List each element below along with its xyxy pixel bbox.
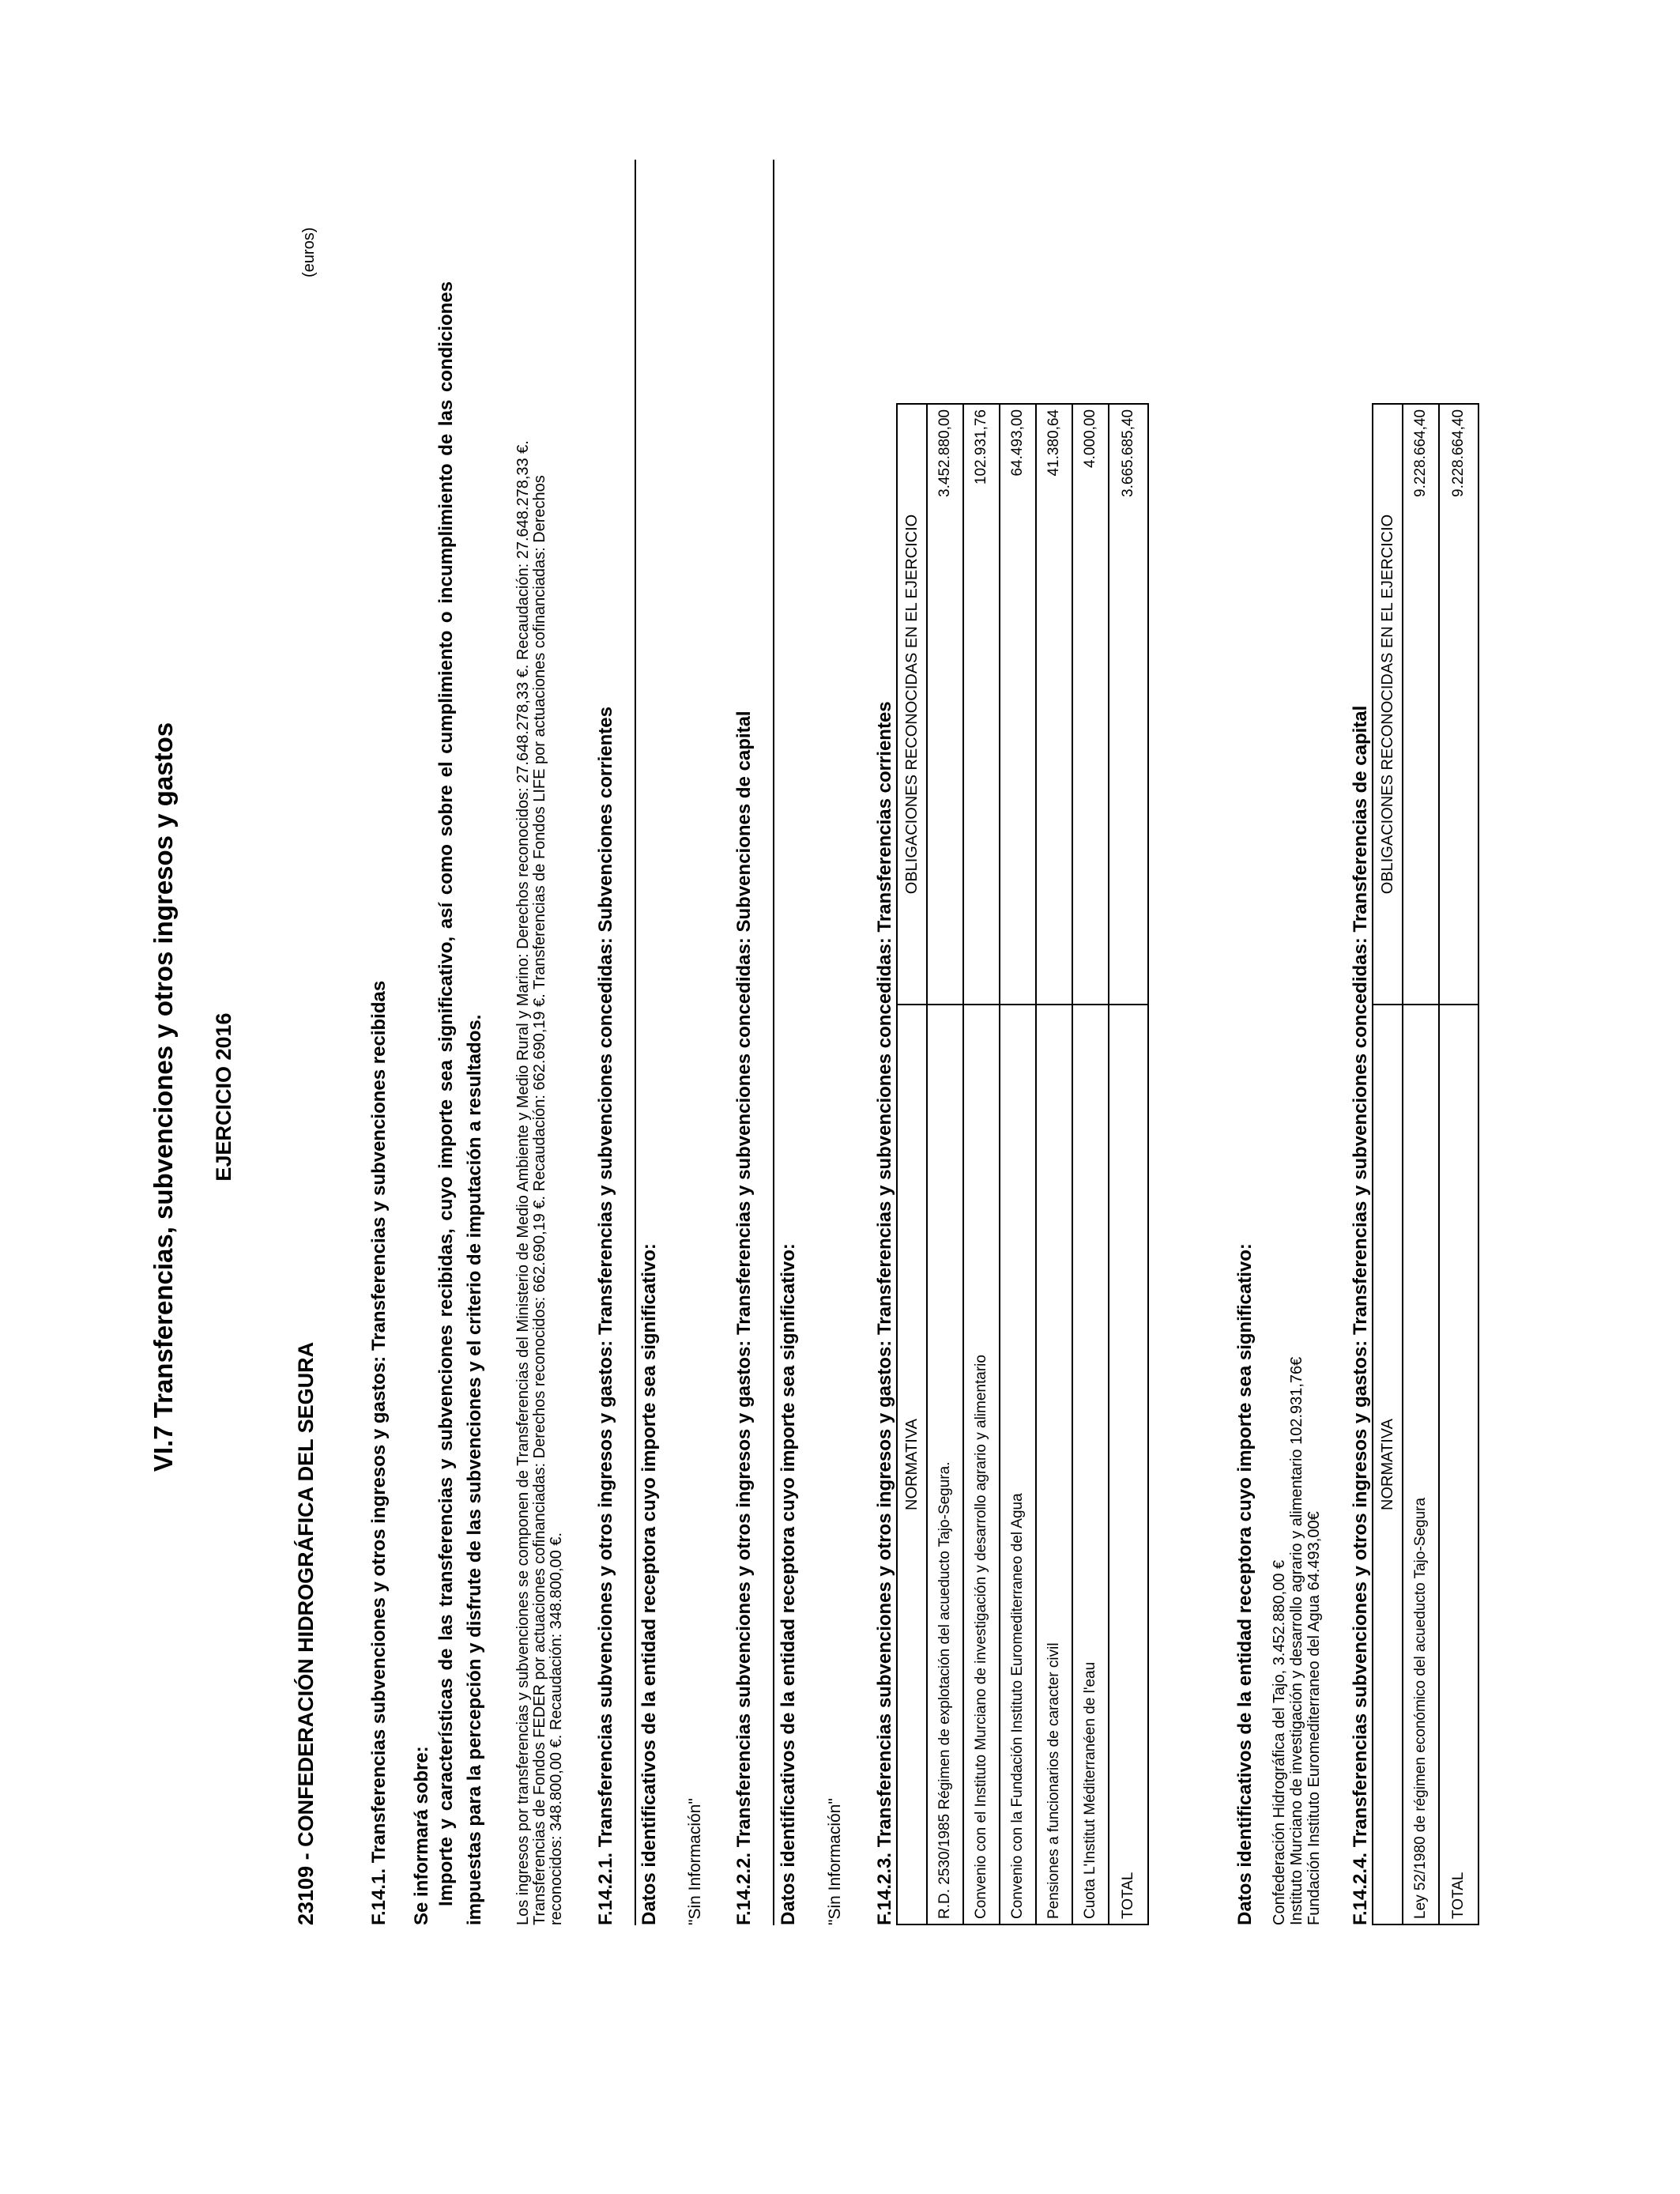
table-row	[1072, 404, 1109, 1924]
s5-heading: F.14.2.4. Transferencias subvenciones y otros ingresos y gastos: Transferencias y subvenciones concedidas: Transferencias de capital	[1350, 705, 1371, 1925]
s5-table	[1372, 403, 1479, 1925]
table-header-row	[1373, 404, 1403, 1924]
s1-body-line-1: Los ingresos por transferencias y subvenciones se componen de Transferencias del Ministerio de Medio Ambiente y Medio Rural y Marino: Derechos reconocidos: 27.648.278,33 €. Recaudación: 27.648.278,33 €.	[514, 440, 532, 1925]
s2-note: "Sin Información"	[686, 1798, 704, 1925]
page-title: VI.7 Transferencias, subvenciones y otros ingresos y gastos	[149, 722, 178, 1472]
cell-normativa: Convenio con el Instituto Murciano de investigación y desarrollo agrario y alimentario	[963, 1005, 1000, 1924]
s2-sub: Datos identificativos de la entidad receptora cuyo importe sea significativo:	[638, 1243, 660, 1925]
cell-importe: 4.000,00	[1072, 404, 1109, 1005]
s3-rule	[773, 160, 774, 1925]
table-row	[963, 404, 1000, 1924]
col-obligaciones: OBLIGACIONES RECONOCIDAS EN EL EJERCICIO	[1373, 404, 1403, 1005]
s4-recipient-1: Confederación Hidrográfica del Tajo, 3.452.880,00 €	[1271, 1559, 1288, 1925]
col-normativa: NORMATIVA	[1373, 1005, 1403, 1924]
s1-inform-text: Importe y características de las transferencias y subvenciones recibidas, cuyo importe sea significativo, así como sobre el cumplimiento o incumplimiento de las condiciones impuestas para la percepción y disfrute de las subvenciones y el criterio de imputación a resultados.	[435, 281, 485, 1925]
s1-body-line-2: Transferencias de Fondos FEDER por actuaciones cofinanciadas: Derechos reconocidos: 662.690,19 €. Recaudación: 662.690,19 €. Transferencias de Fondos LIFE por actuaciones cofinanciadas: Derechos	[531, 475, 548, 1925]
cell-normativa: TOTAL	[1439, 1005, 1478, 1924]
s1-inform-label: Se informará sobre:	[411, 1746, 432, 1925]
table-row	[1036, 404, 1072, 1924]
cell-normativa: Cuota L'Institut Méditerranéen de l'eau	[1072, 1005, 1109, 1924]
cell-importe: 102.931,76	[963, 404, 1000, 1005]
entity-name: 23109 - CONFEDERACIÓN HIDROGRÁFICA DEL SEGURA	[294, 1341, 318, 1925]
table-row	[927, 404, 963, 1924]
cell-importe: 3.452.880,00	[927, 404, 963, 1005]
table-total-row	[1439, 404, 1478, 1924]
table-total-row	[1109, 404, 1148, 1924]
cell-normativa: Convenio con la Fundación Instituto Euromediterraneo del Agua	[1000, 1005, 1036, 1924]
cell-importe: 9.228.664,40	[1439, 404, 1478, 1005]
s4-sub: Datos identificativos de la entidad receptora cuyo importe sea significativo:	[1234, 1243, 1256, 1925]
s1-body-line-3: reconocidos: 348.800,00 €. Recaudación: 348.800,00 €.	[548, 1532, 565, 1925]
s3-heading: F.14.2.2. Transferencias subvenciones y otros ingresos y gastos: Transferencias y subvenciones concedidas: Subvenciones de capital	[733, 711, 755, 1925]
cell-normativa: Ley 52/1980 de régimen económico del acueducto Tajo-Segura	[1403, 1005, 1439, 1924]
s4-recipient-2: Instituto Murciano de investigación y desarrollo agrario y alimentario 102.931,76€	[1288, 1356, 1305, 1925]
s4-recipient-3: Fundación Instituto Euromediterraneo del Agua 64.493,00€	[1305, 1511, 1323, 1925]
s4-table	[896, 403, 1149, 1925]
table-row	[1403, 404, 1439, 1924]
s2-rule	[635, 160, 636, 1925]
cell-importe: 9.228.664,40	[1403, 404, 1439, 1005]
col-obligaciones: OBLIGACIONES RECONOCIDAS EN EL EJERCICIO	[897, 404, 927, 1005]
s2-heading: F.14.2.1. Transferencias subvenciones y otros ingresos y gastos: Transferencias y subvenciones concedidas: Subvenciones corrientes	[595, 707, 616, 1925]
cell-normativa: TOTAL	[1109, 1005, 1148, 1924]
exercise-year: EJERCICIO 2016	[212, 1012, 235, 1182]
s3-sub: Datos identificativos de la entidad receptora cuyo importe sea significativo:	[778, 1243, 799, 1925]
table-header-row	[897, 404, 927, 1924]
cell-importe: 41.380,64	[1036, 404, 1072, 1005]
cell-importe: 3.665.685,40	[1109, 404, 1148, 1005]
col-normativa: NORMATIVA	[897, 1005, 927, 1924]
cell-importe: 64.493,00	[1000, 404, 1036, 1005]
table-row	[1000, 404, 1036, 1924]
s1-heading: F.14.1. Transferencias subvenciones y otros ingresos y gastos: Transferencias y subvenciones recibidas	[368, 980, 390, 1925]
s4-heading: F.14.2.3. Transferencias subvenciones y otros ingresos y gastos: Transferencias y subvenciones concedidas: Transferencias corrientes	[874, 701, 895, 1925]
currency-unit: (euros)	[300, 227, 318, 277]
cell-normativa: Pensiones a funcionarios de caracter civil	[1036, 1005, 1072, 1924]
s3-note: "Sin Información"	[826, 1798, 844, 1925]
cell-normativa: R.D. 2530/1985 Régimen de explotación del acueducto Tajo-Segura.	[927, 1005, 963, 1924]
